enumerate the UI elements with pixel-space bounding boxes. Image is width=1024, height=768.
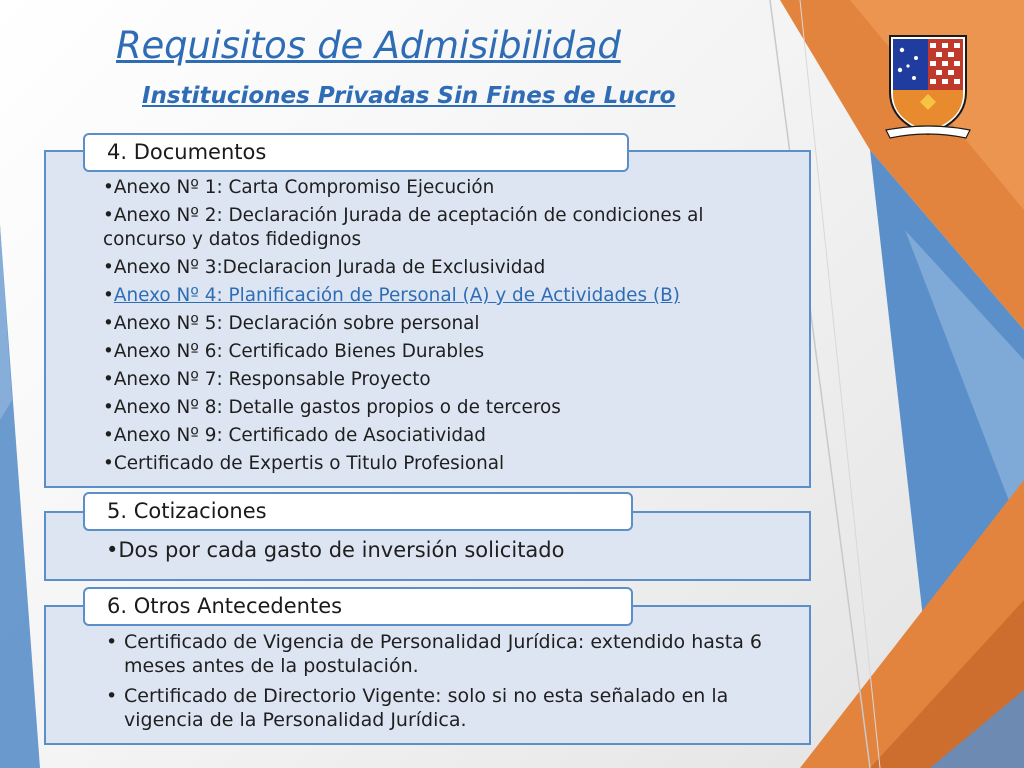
list-item: •Anexo Nº 1: Carta Compromiso Ejecución <box>103 177 495 198</box>
cotizaciones-list <box>106 536 796 564</box>
slide-title: Requisitos de Admisibilidad <box>116 24 621 67</box>
list-item: •Certificado de Expertis o Titulo Profesional <box>103 453 505 474</box>
list-item: •Anexo Nº 8: Detalle gastos propios o de terceros <box>103 397 561 418</box>
bullet: • <box>106 685 118 707</box>
list-item: •Anexo Nº 7: Responsable Proyecto <box>103 369 431 390</box>
documentos-header: 4. Documentos <box>83 133 629 172</box>
anexo-4-link[interactable]: Anexo Nº 4: Planificación de Personal (A) y de Actividades (B) <box>113 285 680 306</box>
bullet: • <box>106 631 118 653</box>
list-item: •Anexo Nº 9: Certificado de Asociatividad <box>103 425 486 446</box>
documentos-list <box>103 174 783 478</box>
regional-coat-of-arms-icon <box>880 30 976 142</box>
list-item: •Dos por cada gasto de inversión solicitado <box>106 538 565 562</box>
list-item: •Anexo Nº 6: Certificado Bienes Durables <box>103 341 485 362</box>
list-item: •Anexo Nº 2: Declaración Jurada de aceptación de condiciones al concurso y datos fidedignos <box>103 205 704 250</box>
list-item: •Anexo Nº 3:Declaracion Jurada de Exclusividad <box>103 257 546 278</box>
slide-subtitle: Instituciones Privadas Sin Fines de Lucro <box>142 83 676 109</box>
bullet: • <box>103 285 114 306</box>
list-item <box>106 630 786 678</box>
otros-list <box>106 630 786 738</box>
list-item <box>106 684 786 732</box>
otros-header: 6. Otros Antecedentes <box>83 587 633 626</box>
list-item: •Anexo Nº 5: Declaración sobre personal <box>103 313 480 334</box>
list-item-text: Certificado de Vigencia de Personalidad Jurídica: extendido hasta 6 meses antes de la postulación. <box>124 631 763 677</box>
list-item-text: Certificado de Directorio Vigente: solo si no esta señalado en la vigencia de la Personalidad Jurídica. <box>124 685 729 731</box>
list-item <box>103 282 783 310</box>
cotizaciones-header: 5. Cotizaciones <box>83 492 633 531</box>
